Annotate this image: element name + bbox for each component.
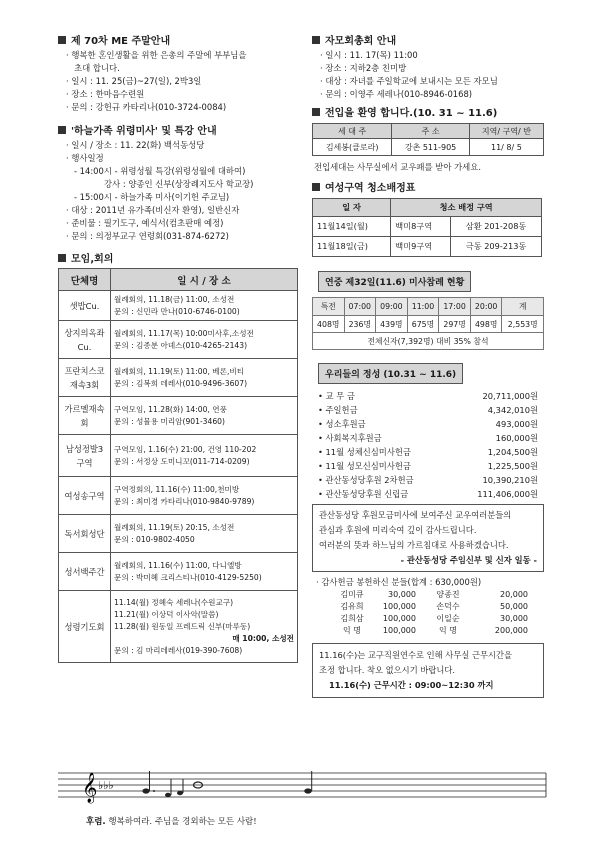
square-bullet-icon <box>312 183 320 191</box>
note-icon <box>177 791 183 795</box>
note-icon <box>165 793 171 797</box>
table-row: 408명 236명 439명 675명 297명 498명 2,553명 <box>313 316 544 333</box>
me-line: · 문의 : 강헌규 카타리나(010-3724-0084) <box>66 102 227 112</box>
movein-heading: 전입을 환영 합니다.(10. 31 ~ 11.6) <box>312 104 548 119</box>
treble-clef-icon: 𝄞 <box>82 773 98 803</box>
table-row: 김세봉(클로라) 강촌 511-905 11/ 8/ 5 <box>313 139 544 156</box>
giving-section <box>312 362 548 501</box>
family-line: - 15:00시 - 하늘가족 미사(이기헌 주교님) <box>74 192 230 202</box>
movein-section <box>312 104 548 174</box>
right-column <box>312 0 548 698</box>
me-line: · 장소 : 한마음수련원 <box>66 89 145 99</box>
family-line: · 준비물 : 필기도구, 예식서(컴초판매 예정) <box>66 218 224 228</box>
table-row: 상지의옥좌Cu. 월례회의, 11.17(목) 10:00미사후,소성전 문의 : 김종분 아녜스(010-4265-2143) <box>59 321 298 359</box>
list-item: • 관산동성당후원 2차헌금 10,390,210원 <box>318 475 538 485</box>
square-bullet-icon <box>58 36 66 44</box>
parents-line: · 문의 : 이영주 세레나(010-8946-0168) <box>320 89 473 99</box>
table-row: 가르멜재속회 구역모임, 11.28(화) 14:00, 연풍 문의 : 성뮬용 미리암(901-3460) <box>59 397 298 435</box>
family-line: · 대상 : 2011년 유가족(비신자 환영), 일반신자 <box>66 205 240 215</box>
parents-section <box>312 32 548 101</box>
parents-heading: 자모회총회 안내 <box>312 32 548 47</box>
meetings-table <box>58 268 298 663</box>
parents-line: · 일시 : 11. 17(목) 11:00 <box>320 50 418 60</box>
note-icon <box>304 788 312 793</box>
table-row: 성서백주간 월례회의, 11.16(수) 11:00, 다니엘방 문의 : 박미혜 크리스티나(010-4129-5250) <box>59 553 298 591</box>
note-icon <box>142 788 149 793</box>
table-row: 11월18일(금) 백미9구역 극동 209-213동 <box>313 237 542 257</box>
square-bullet-icon <box>58 126 66 134</box>
giving-heading: 우리들의 정성 (10.31 ~ 11.6) <box>318 363 463 384</box>
flat-icon: ♭♭♭ <box>98 779 114 792</box>
family-line: 강사 : 양종인 신부(상장례지도사 학교장) <box>104 179 254 189</box>
me-weekend-section <box>58 32 302 114</box>
table-row: 셋밥Cu. 월례회의, 11.18(금) 11:00, 소성전 문의 : 신민라 만나(010-6746-0100) <box>59 291 298 321</box>
giving-list <box>312 389 548 501</box>
list-item: • 교 무 금 20,711,000원 <box>318 391 538 401</box>
music-staff <box>58 765 548 827</box>
movein-note: 전입세대는 사무실에서 교우패를 받아 가세요. <box>314 162 482 172</box>
family-line: · 행사일정 <box>66 153 104 163</box>
office-hours-notice: 11.16(수)는 교구직원연수로 인해 사무실 근무시간을 조정 합니다. 착오 없으시기 바랍니다. 11.16(수) 근무시간 : 09:00~12:30 까지 <box>312 643 544 698</box>
table-row: 전체신자(7,392명) 대비 35% 참석 <box>313 333 544 350</box>
thanks-grid: 김미큐 30,000 양종진 20,000 김유희 100,000 손덕수 50,000 김희삼 100,000 이일순 30,000 익 명 100,000 익 명 200,000 <box>340 590 528 635</box>
me-line: · 행복한 혼인생활을 위한 은총의 주말에 부부님을 <box>66 50 247 60</box>
cleaning-heading: 여성구역 청소배정표 <box>312 179 548 194</box>
col-group-header: 단체명 <box>59 269 111 291</box>
square-bullet-icon <box>312 36 320 44</box>
thanks-heading: · 감사헌금 봉헌하신 분들(합계 : 630,000원) <box>316 577 482 587</box>
col-date-header: 일 시 / 장 소 <box>111 269 298 291</box>
table-row: 남성정발3구역 구역모임, 1.16(수) 21:00, 건영 110-202 문의 : 서정상 도미니꼬(011-714-0209) <box>59 435 298 477</box>
thanks-notice: 관산동성당 후원모금미사에 보여주신 교우여러분들의 관심과 후원에 미리숙여 깊이 감사드립니다. 여러분의 뜻과 하느님의 가르침대로 사용하겠습니다. - 관산동성당 주임신부 및 신자 일동 - <box>312 504 544 572</box>
parents-line: · 장소 : 지하2층 친미방 <box>320 63 407 73</box>
attendance-heading: 연중 제32일(11.6) 미사참례 현황 <box>318 271 471 292</box>
meetings-heading: 모임,회의 <box>58 250 302 265</box>
movein-table: 세 대 주 주 소 지역/ 구역/ 반 김세봉(클로라) 강촌 511-905 11/ 8/ 5 <box>312 123 544 156</box>
family-line: · 일시 / 장소 : 11. 22(화) 백석동성당 <box>66 140 205 150</box>
meetings-section <box>58 250 302 663</box>
staff-notation <box>58 765 548 809</box>
attendance-table: 특전 07:00 09:00 11:00 17:00 20:00 계 408명 236명 439명 675명 297명 498명 2,553명 전체신자(7,392명) 대비 35% 참석 <box>312 297 544 350</box>
left-column <box>58 0 302 663</box>
list-item: • 11월 성모신심미사헌금 1,225,500원 <box>318 461 538 471</box>
family-mass-section <box>58 122 302 243</box>
table-row: 프란치스코재속3회 월례회의, 11.19(토) 11:00, 베론,비티 문의 : 김복희 데레사(010-9496-3607) <box>59 359 298 397</box>
parents-line: · 대상 : 자녀를 주일학교에 보내시는 모든 자모님 <box>320 76 498 86</box>
table-row: 독서회성단 월례회의, 11.19(토) 20:15, 소성전 문의 : 010-9802-4050 <box>59 515 298 553</box>
square-bullet-icon <box>312 108 320 116</box>
list-item: • 관산동성당후원 신립금 111,406,000원 <box>318 489 538 499</box>
list-item: • 성소후원금 493,000원 <box>318 419 538 429</box>
list-item: • 11월 성체신심미사헌금 1,204,500원 <box>318 447 538 457</box>
square-bullet-icon <box>58 254 66 262</box>
list-item: • 사회복지후원금 160,000원 <box>318 433 538 443</box>
table-row: 성령기도회 11.14(월) 정혜숙 세레나(수원교구) 11.21(월) 이상덕 이사악(말씀) 11.28(월) 원동일 프레드릭 신부(마루동) 매 10:00, 소성전 문의 : 김 마리데레사(019-390-7608) <box>59 591 298 663</box>
cleaning-table: 일 자 청소 배정 구역 11월14일(월) 백미8구역 삼환 201-208동 11월18일(금) 백미9구역 극동 209-213동 <box>312 198 542 257</box>
thanks-section <box>312 576 548 637</box>
table-row: 여성송구역 구역정회의, 11.16(수) 11:00,천미방 문의 : 최미경 카타리나(010-9840-9789) <box>59 477 298 515</box>
table-row: 11월14일(월) 백미8구역 삼환 201-208동 <box>313 217 542 237</box>
family-line: - 14:00시 - 위령성월 특강(위령성월에 대하여) <box>74 166 246 176</box>
me-weekend-heading: 제 70차 ME 주말안내 <box>58 32 302 47</box>
me-line: · 일시 : 11. 25(금)~27(일), 2박3일 <box>66 76 202 86</box>
refrain-line: 후렴. 행복하여라. 주님을 경외하는 모든 사람! <box>86 817 257 827</box>
family-mass-heading: '하늘가족 위령미사' 및 특강 안내 <box>58 122 302 137</box>
family-line: · 문의 : 의정부교구 연령회(031-874-6272) <box>66 231 229 241</box>
me-line: 초대 합니다. <box>74 63 120 73</box>
list-item: • 주일헌금 4,342,010원 <box>318 405 538 415</box>
cleaning-section <box>312 179 548 257</box>
attendance-section <box>312 270 548 350</box>
